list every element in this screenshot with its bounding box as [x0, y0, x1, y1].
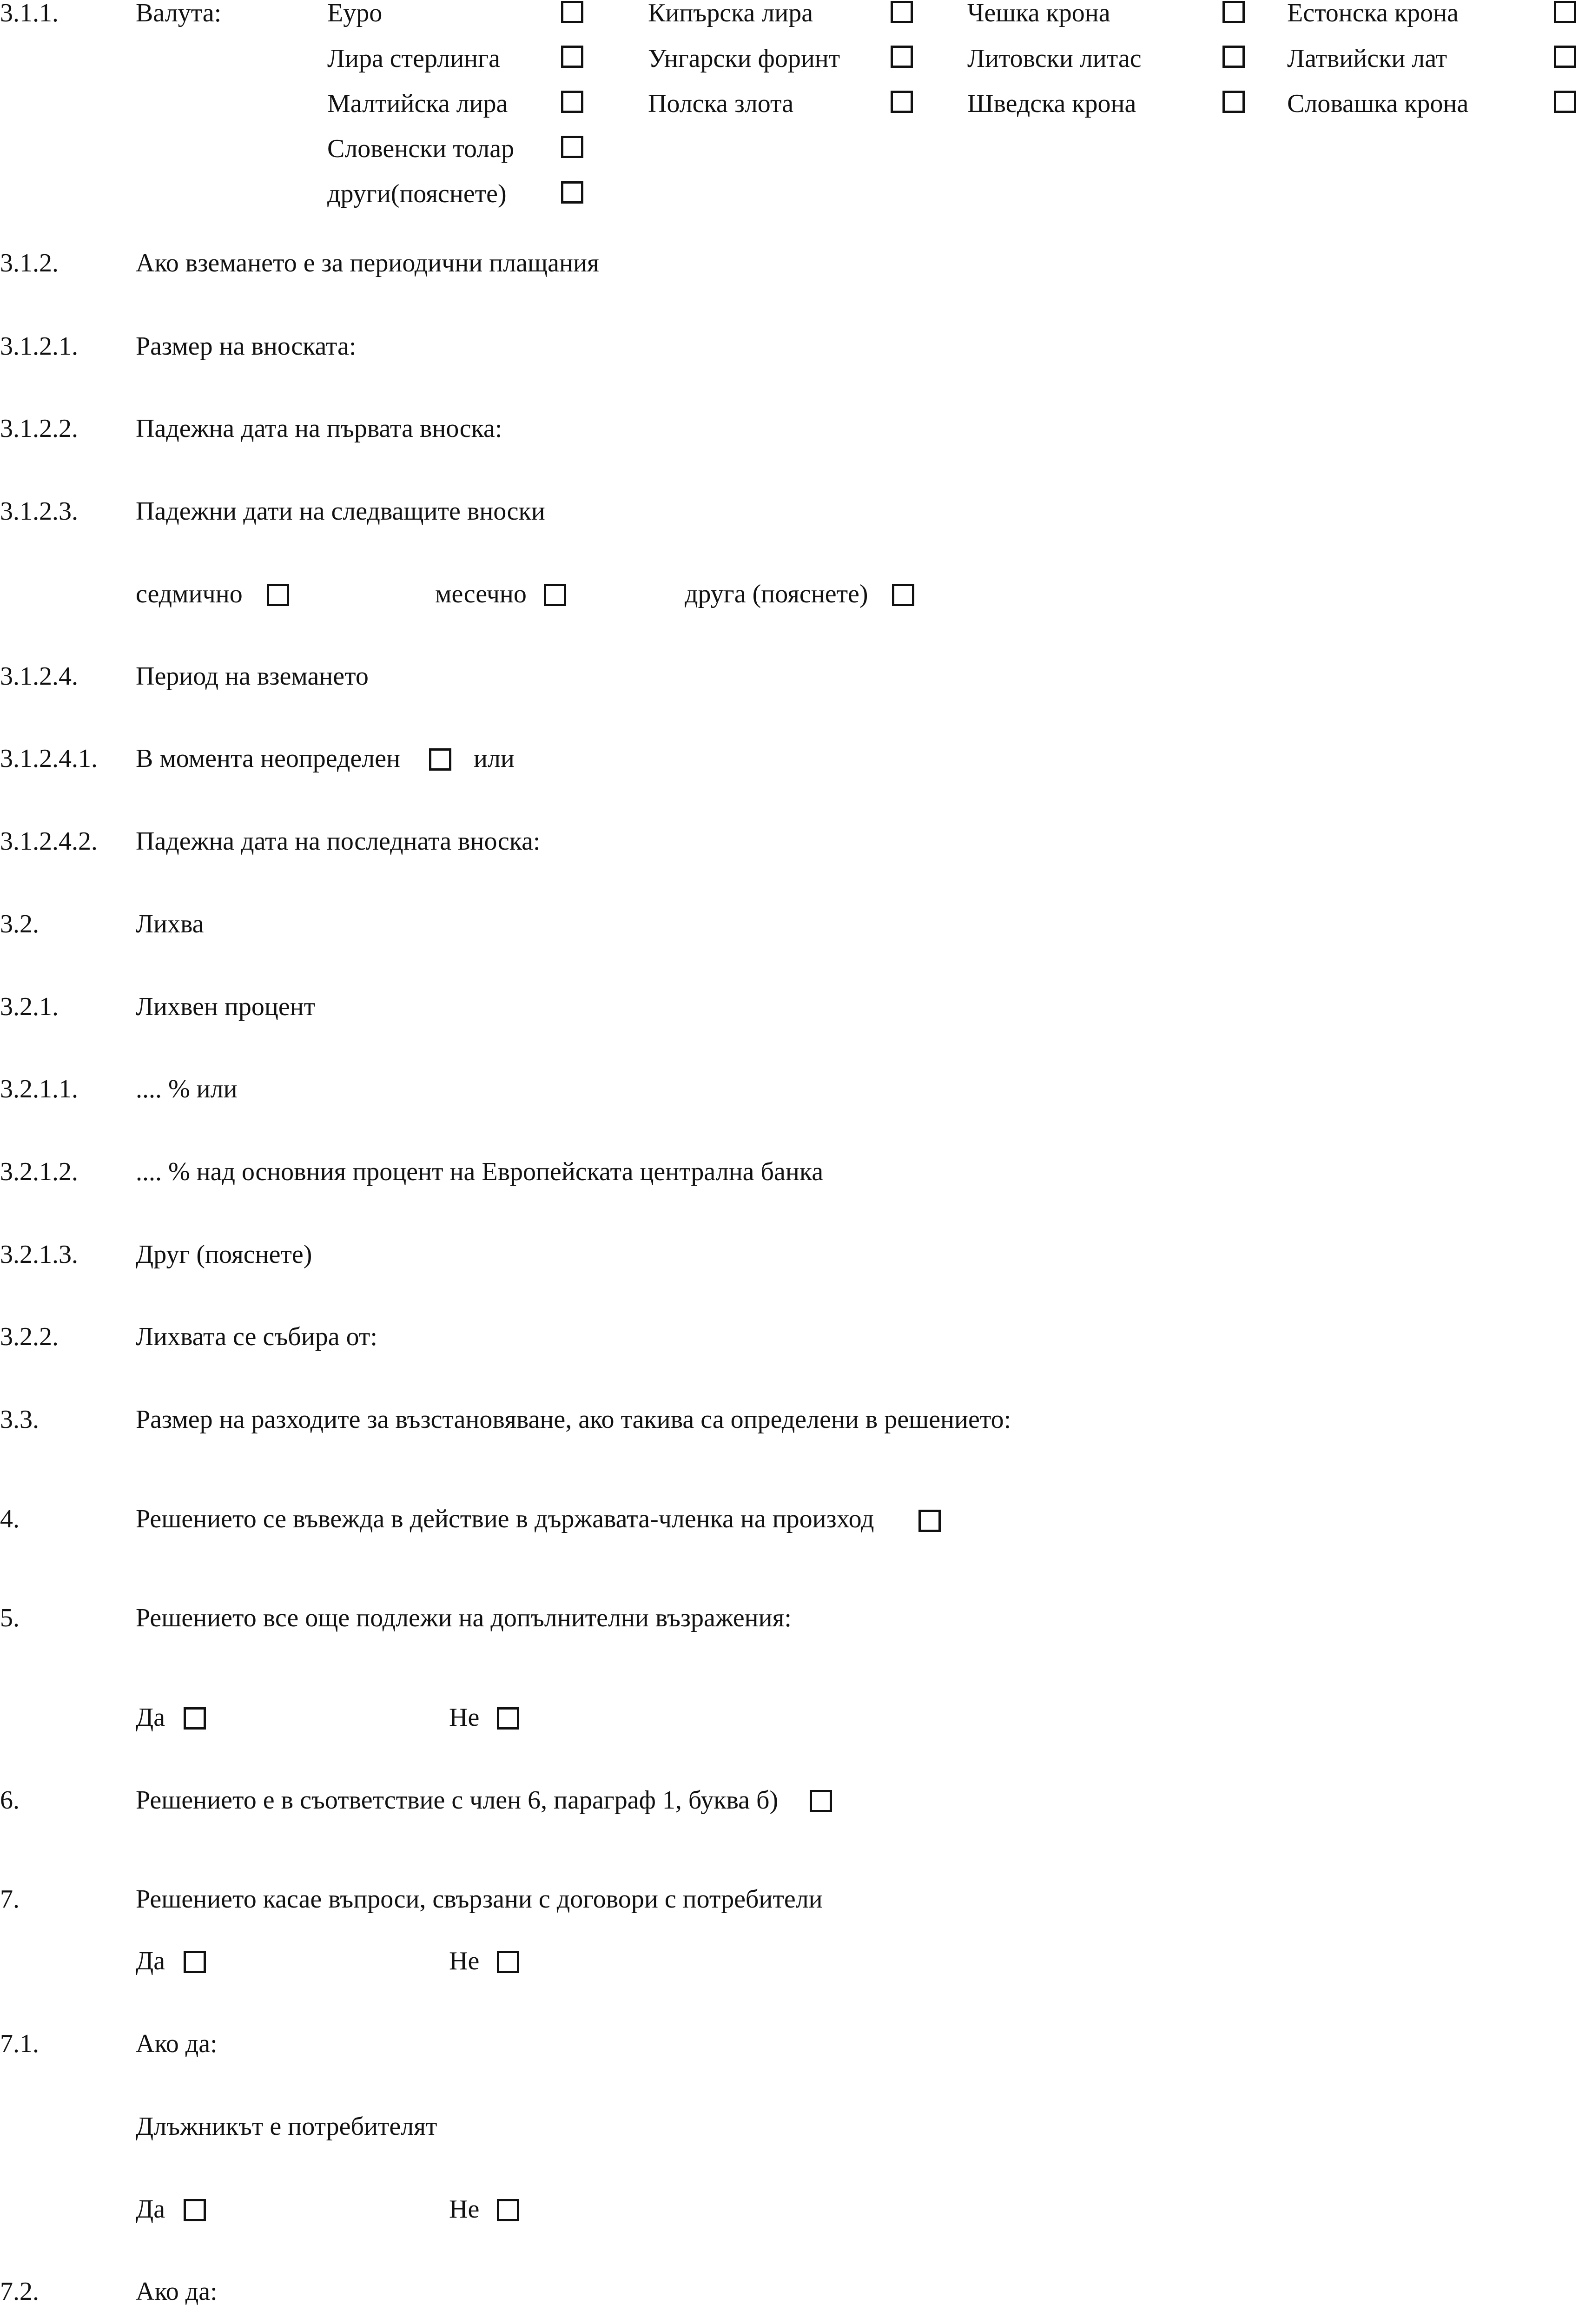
currency-checkbox[interactable] — [1222, 46, 1245, 68]
section-text: Падежна дата на първата вноска: — [136, 414, 502, 443]
currency-option-label: Словашка крона — [1287, 89, 1469, 118]
weekly-checkbox[interactable] — [267, 584, 289, 606]
currency-option-label: Еуро — [327, 0, 383, 27]
section-text: Решението все още подлежи на допълнителни възражения: — [136, 1604, 792, 1632]
section-text: Друг (пояснете) — [136, 1240, 312, 1269]
currency-option-label: други(пояснете) — [327, 179, 507, 208]
section-number: 3.1.2.3. — [0, 497, 78, 526]
section-text: Решението е в съответствие с член 6, параграф 1, буква б) — [136, 1786, 779, 1815]
section-text: Падежна дата на последната вноска: — [136, 827, 541, 856]
no-checkbox[interactable] — [497, 2199, 519, 2221]
no-label: Не — [449, 2195, 480, 2224]
no-label: Не — [449, 1947, 480, 1975]
section-number: 7. — [0, 1885, 20, 1914]
currency-option-label: Словенски толар — [327, 134, 515, 163]
section-number: 3.1.2. — [0, 249, 59, 277]
currency-checkbox[interactable] — [1554, 91, 1576, 113]
currency-checkbox[interactable] — [891, 1, 913, 23]
currency-option-label: Кипърска лира — [648, 0, 813, 27]
frequency-option-label: седмично — [136, 580, 243, 608]
other-frequency-checkbox[interactable] — [892, 584, 914, 606]
no-checkbox[interactable] — [497, 1707, 519, 1730]
undetermined-checkbox[interactable] — [429, 748, 451, 771]
enforceable-checkbox[interactable] — [918, 1510, 941, 1532]
currency-checkbox[interactable] — [561, 1, 583, 23]
currency-checkbox[interactable] — [561, 46, 583, 68]
section-text-suffix: или — [474, 744, 515, 773]
currency-option-label: Естонска крона — [1287, 0, 1459, 27]
section-text: Лихвата се събира от: — [136, 1322, 377, 1351]
section-number: 3.2.2. — [0, 1322, 59, 1351]
section-number: 3.1.2.4.1. — [0, 744, 98, 773]
section-number: 4. — [0, 1505, 20, 1533]
section-text: Решението се въвежда в действие в държавата-членка на произход — [136, 1505, 874, 1533]
currency-option-label: Латвийски лат — [1287, 44, 1447, 73]
yes-checkbox[interactable] — [184, 2199, 206, 2221]
frequency-option-label: друга (пояснете) — [685, 580, 868, 608]
section-text: .... % над основния процент на Европейската централна банка — [136, 1157, 824, 1186]
section-number: 3.2.1. — [0, 992, 59, 1021]
section-text: В момента неопределен — [136, 744, 401, 773]
article6-checkbox[interactable] — [810, 1790, 832, 1812]
section-number: 3.1.2.4.2. — [0, 827, 98, 856]
currency-option-label: Унгарски форинт — [648, 44, 840, 73]
currency-option-label: Малтийска лира — [327, 89, 508, 118]
no-checkbox[interactable] — [497, 1951, 519, 1973]
yes-checkbox[interactable] — [184, 1951, 206, 1973]
section-text: Решението касае въпроси, свързани с договори с потребители — [136, 1885, 823, 1914]
yes-label: Да — [136, 1947, 165, 1975]
section-number: 7.2. — [0, 2277, 39, 2306]
currency-checkbox[interactable] — [1222, 1, 1245, 23]
section-number: 3.2.1.2. — [0, 1157, 78, 1186]
currency-option-label: Литовски литас — [967, 44, 1142, 73]
currency-checkbox[interactable] — [891, 91, 913, 113]
section-number: 3.2.1.3. — [0, 1240, 78, 1269]
section-number: 6. — [0, 1786, 20, 1815]
currency-checkbox[interactable] — [1554, 46, 1576, 68]
currency-checkbox[interactable] — [1222, 91, 1245, 113]
section-subtext: Длъжникът е потребителят — [136, 2112, 437, 2141]
currency-option-label: Чешка крона — [967, 0, 1110, 27]
section-text: Падежни дати на следващите вноски — [136, 497, 545, 526]
currency-checkbox[interactable] — [561, 136, 583, 158]
section-number: 3.2.1.1. — [0, 1075, 78, 1103]
section-text: Ако да: — [136, 2277, 218, 2306]
section-text: .... % или — [136, 1075, 238, 1103]
section-number: 5. — [0, 1604, 20, 1632]
section-number: 3.1.1. — [0, 0, 59, 27]
section-text: Размер на разходите за възстановяване, ако такива са определени в решението: — [136, 1405, 1011, 1434]
section-number: 3.3. — [0, 1405, 39, 1434]
currency-checkbox[interactable] — [561, 181, 583, 204]
section-number: 3.2. — [0, 910, 39, 938]
yes-label: Да — [136, 2195, 165, 2224]
section-text: Лихвен процент — [136, 992, 316, 1021]
no-label: Не — [449, 1703, 480, 1732]
section-text: Ако да: — [136, 2029, 218, 2058]
section-text: Лихва — [136, 910, 204, 938]
section-text: Размер на вноската: — [136, 332, 357, 361]
currency-option-label: Полска злота — [648, 89, 794, 118]
yes-label: Да — [136, 1703, 165, 1732]
currency-checkbox[interactable] — [561, 91, 583, 113]
monthly-checkbox[interactable] — [544, 584, 566, 606]
frequency-option-label: месечно — [435, 580, 527, 608]
currency-checkbox[interactable] — [891, 46, 913, 68]
section-number: 3.1.2.4. — [0, 662, 78, 691]
section-number: 7.1. — [0, 2029, 39, 2058]
yes-checkbox[interactable] — [184, 1707, 206, 1730]
section-text: Период на вземането — [136, 662, 369, 691]
currency-label: Валута: — [136, 0, 222, 27]
currency-option-label: Шведска крона — [967, 89, 1136, 118]
currency-option-label: Лира стерлинга — [327, 44, 500, 73]
currency-checkbox[interactable] — [1554, 1, 1576, 23]
section-number: 3.1.2.2. — [0, 414, 78, 443]
section-number: 3.1.2.1. — [0, 332, 78, 361]
section-text: Ако вземането е за периодични плащания — [136, 249, 599, 277]
